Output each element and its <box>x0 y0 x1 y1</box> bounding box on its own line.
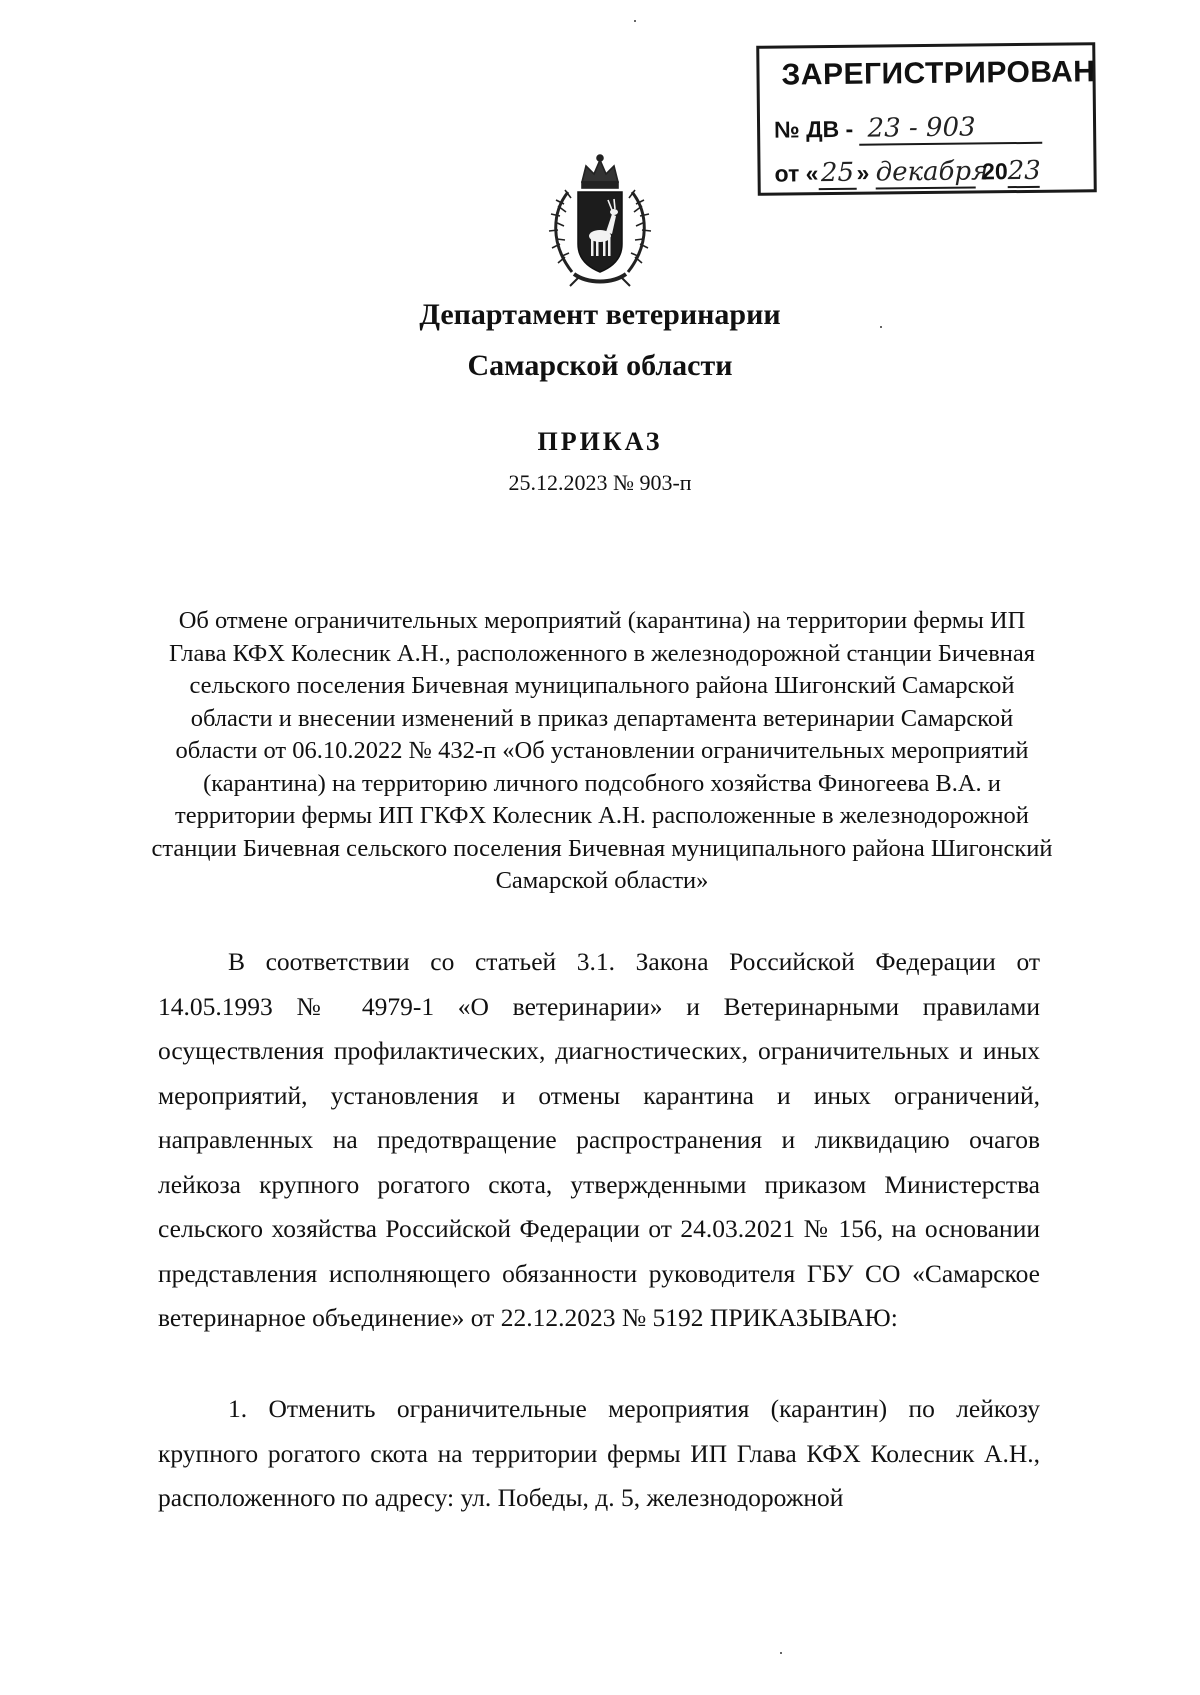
stamp-number-prefix: № ДВ - <box>773 115 854 143</box>
preamble-paragraph: В соответствии со статьей 3.1. Закона Российской Федерации от 14.05.1993 № 4979-1 «О ветеринарии» и Ветеринарными правилами осуществления профилактических, диагностических, ограничительных и иных мероприятий, установления и отмены карантина и иных ограничений, направленных на предотвращение распространения и ликвидацию очагов лейкоза крупного рогатого скота, утвержденными приказом Министерства сельского хозяйства Российской Федерации от 24.03.2021 № 156, на основании представления исполняющего обязанности руководителя ГБУ СО «Самарское ветеринарное объединение» от 22.12.2023 № 5192 ПРИКАЗЫВАЮ: <box>158 947 1040 1332</box>
samara-coat-of-arms-icon <box>538 152 662 290</box>
scan-speck <box>780 1652 782 1654</box>
department-region: Самарской области <box>467 349 733 382</box>
document-number: 25.12.2023 № 903-п <box>508 470 692 495</box>
stamp-date-year-hand: 23 <box>1007 155 1041 187</box>
stamp-date-row <box>774 156 1039 191</box>
stamp-number-row <box>774 112 1043 147</box>
stamp-date-month: декабря <box>875 156 989 188</box>
stamp-date-mid: » <box>856 159 870 186</box>
department-title: Департамент ветеринарии <box>419 298 781 331</box>
order-item-1: 1. Отменить ограничительные мероприятия (карантин) по лейкозу крупного рогатого скота на территории фермы ИП Глава КФХ Колесник А.Н., расположенного по адресу: ул. Победы, д. 5, железнодорожной <box>158 1394 1040 1512</box>
registration-stamp <box>756 42 1097 196</box>
stamp-number-handwritten: 23 - 903 <box>859 112 1042 146</box>
stamp-date-prefix: от « <box>774 160 819 187</box>
stamp-title: ЗАРЕГИСТРИРОВАН <box>781 55 1096 92</box>
document-subject: Об отмене ограничительных мероприятий (карантина) на территории фермы ИП Глава КФХ Колесник А.Н., расположенного в железнодорожной станции Бичевная сельского поселения Бичевная муниципального района Шигонский Самарской области и внесении изменений в приказ департамента ветеринарии Самарской области от 06.10.2022 № 432-п «Об установлении ограничительных мероприятий (карантина) на территорию личного подсобного хозяйства Финогеева В.А. и территории фермы ИП ГКФХ Колесник А.Н. расположенные в железнодорожной станции Бичевная сельского поселения Бичевная муниципального района Шигонский Самарской области» <box>151 607 1053 894</box>
scan-speck <box>880 326 882 328</box>
stamp-date-year-print: 20 <box>981 158 1008 185</box>
document-type: ПРИКАЗ <box>537 427 663 456</box>
stamp-date-day: 25 <box>818 158 856 190</box>
scan-speck <box>634 20 636 22</box>
